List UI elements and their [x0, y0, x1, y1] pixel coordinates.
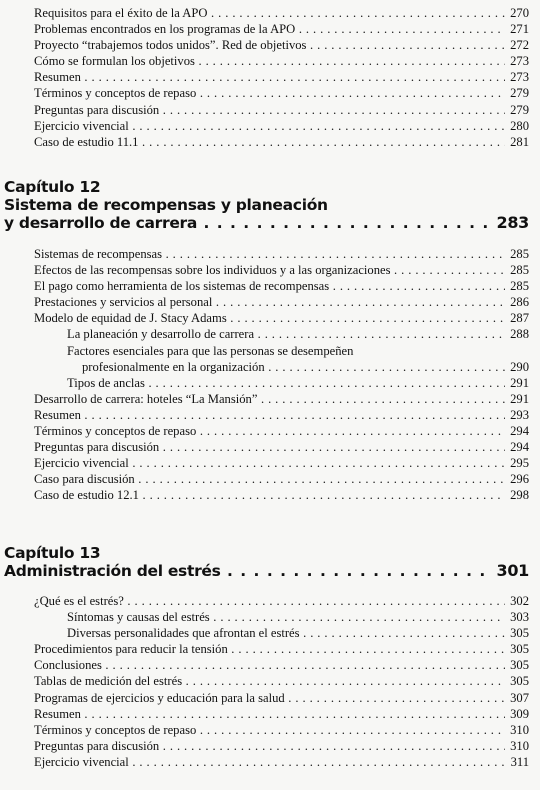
toc-entry-title: Términos y conceptos de repaso . . .	[34, 423, 507, 439]
toc-entry-page: 303	[505, 609, 529, 625]
toc-entry-title: Resumen . . .	[34, 706, 507, 722]
toc-entry-page: 270	[505, 5, 529, 21]
toc-entry-title: Cómo se formulan los objetivos . . .	[34, 53, 507, 69]
toc-entry	[0, 722, 540, 738]
toc-entry-title: Modelo de equidad de J. Stacy Adams . . .	[34, 310, 507, 326]
toc-entry	[0, 118, 540, 134]
toc-entry-title: Síntomas y causas del estrés . . .	[67, 609, 507, 625]
toc-entry-title: Diversas personalidades que afrontan el estrés . . .	[67, 625, 507, 641]
toc-entry-page: 285	[505, 246, 529, 262]
toc-entry	[0, 53, 540, 69]
toc-entry-page: 305	[505, 641, 529, 657]
toc-entry	[0, 657, 540, 673]
toc-entry-page: 271	[505, 21, 529, 37]
toc-entry-title: Conclusiones . . .	[34, 657, 507, 673]
toc-entry-page: 302	[505, 593, 529, 609]
toc-entry-title: Proyecto “trabajemos todos unidos”. Red de objetivos . . .	[34, 37, 507, 53]
toc-entry-page: 273	[505, 69, 529, 85]
toc-subentry	[0, 625, 540, 641]
toc-entry-page: 298	[505, 487, 529, 503]
toc-entry	[0, 439, 540, 455]
toc-entry-page: 285	[505, 278, 529, 294]
toc-entry-title: Sistemas de recompensas . . .	[34, 246, 507, 262]
toc-entry-title: profesionalmente en la organización . . .	[82, 359, 507, 375]
toc-entry-page: 294	[505, 439, 529, 455]
toc-entry-page: 286	[505, 294, 529, 310]
chapter-number: Capítulo 12	[4, 178, 101, 196]
toc-entry-page: 311	[505, 754, 529, 770]
chapter-page: 283	[494, 214, 530, 232]
toc-section-chapter13	[0, 593, 540, 770]
toc-entry-title: Programas de ejercicios y educación para la salud . . .	[34, 690, 507, 706]
toc-entry-page: 287	[505, 310, 529, 326]
toc-entry-title: La planeación y desarrollo de carrera . . .	[67, 326, 507, 342]
toc-section-chapter12	[0, 246, 540, 504]
toc-entry	[0, 738, 540, 754]
toc-entry-title: Prestaciones y servicios al personal . . .	[34, 294, 507, 310]
toc-entry-title: Tipos de anclas . . .	[67, 375, 507, 391]
chapter-title-line: Sistema de recompensas y planeación	[4, 196, 328, 214]
toc-entry	[0, 246, 540, 262]
toc-entry-page: 309	[505, 706, 529, 722]
toc-entry-title: Efectos de las recompensas sobre los individuos y a las organizaciones . . .	[34, 262, 507, 278]
toc-entry	[0, 423, 540, 439]
toc-entry	[0, 673, 540, 689]
toc-entry-page: 291	[505, 391, 529, 407]
toc-entry-page: 310	[505, 738, 529, 754]
toc-entry	[0, 262, 540, 278]
chapter-title-text: Administración del estrés	[4, 562, 221, 580]
toc-entry	[0, 706, 540, 722]
toc-subentry	[0, 343, 540, 359]
chapter-number: Capítulo 13	[4, 544, 101, 562]
toc-subentry-continuation	[0, 359, 540, 375]
toc-entry-title: Resumen . . .	[34, 69, 507, 85]
toc-entry-title: Caso de estudio 12.1 . . .	[34, 487, 507, 503]
toc-entry-page: 293	[505, 407, 529, 423]
toc-entry-page: 310	[505, 722, 529, 738]
toc-entry-title: Problemas encontrados en los programas de la APO . . .	[34, 21, 507, 37]
toc-entry-page: 296	[505, 471, 529, 487]
toc-entry	[0, 455, 540, 471]
toc-entry-page: 305	[505, 673, 529, 689]
toc-entry-title: ¿Qué es el estrés? . . .	[34, 593, 507, 609]
toc-entry-title: Ejercicio vivencial . . .	[34, 754, 507, 770]
toc-entry-title: Caso para discusión . . .	[34, 471, 507, 487]
chapter-title-line	[4, 214, 529, 232]
toc-subentry	[0, 326, 540, 342]
toc-entry	[0, 69, 540, 85]
toc-entry	[0, 754, 540, 770]
toc-entry-page: 291	[505, 375, 529, 391]
toc-entry-page: 273	[505, 53, 529, 69]
chapter-title-text: y desarrollo de carrera	[4, 214, 198, 232]
toc-entry	[0, 5, 540, 21]
toc-entry-page: 295	[505, 455, 529, 471]
toc-entry-page: 281	[505, 134, 529, 150]
chapter-title-line	[4, 562, 529, 580]
toc-entry	[0, 471, 540, 487]
toc-entry	[0, 134, 540, 150]
toc-entry-page: 305	[505, 657, 529, 673]
toc-entry-title: Factores esenciales para que las personas se desempeñen	[67, 343, 354, 358]
toc-entry	[0, 641, 540, 657]
toc-entry-page: 279	[505, 85, 529, 101]
toc-entry-title: El pago como herramienta de los sistemas de recompensas . . .	[34, 278, 507, 294]
toc-entry-title: Desarrollo de carrera: hoteles “La Mansión” . . .	[34, 391, 507, 407]
toc-entry-page: 288	[505, 326, 529, 342]
toc-entry-page: 290	[505, 359, 529, 375]
toc-entry-title: Términos y conceptos de repaso . . .	[34, 85, 507, 101]
toc-entry	[0, 593, 540, 609]
toc-entry-title: Tablas de medición del estrés . . .	[34, 673, 507, 689]
toc-entry-page: 279	[505, 102, 529, 118]
toc-entry-page: 280	[505, 118, 529, 134]
toc-entry-page: 272	[505, 37, 529, 53]
toc-entry	[0, 391, 540, 407]
toc-entry-title: Procedimientos para reducir la tensión . . .	[34, 641, 507, 657]
toc-entry	[0, 102, 540, 118]
toc-entry	[0, 690, 540, 706]
toc-entry	[0, 37, 540, 53]
toc-entry-page: 305	[505, 625, 529, 641]
toc-entry-title: Requisitos para el éxito de la APO . . .	[34, 5, 507, 21]
toc-entry	[0, 407, 540, 423]
toc-subentry	[0, 609, 540, 625]
toc-entry-page: 285	[505, 262, 529, 278]
toc-entry-title: Preguntas para discusión . . .	[34, 439, 507, 455]
toc-subentry	[0, 375, 540, 391]
toc-entry	[0, 85, 540, 101]
chapter-page: 301	[494, 562, 530, 580]
toc-entry-title: Preguntas para discusión . . .	[34, 102, 507, 118]
toc-entry-title: Preguntas para discusión . . .	[34, 738, 507, 754]
toc-entry-title: Ejercicio vivencial . . .	[34, 455, 507, 471]
toc-entry-page: 294	[505, 423, 529, 439]
toc-section-chapter11-tail	[0, 5, 540, 150]
toc-entry	[0, 294, 540, 310]
toc-entry-page: 307	[505, 690, 529, 706]
toc-entry	[0, 310, 540, 326]
chapter-13-heading	[4, 544, 529, 580]
toc-entry-title: Términos y conceptos de repaso . . .	[34, 722, 507, 738]
chapter-12-heading	[4, 178, 529, 232]
toc-entry-title: Caso de estudio 11.1 . . .	[34, 134, 507, 150]
toc-entry	[0, 487, 540, 503]
toc-entry-title: Ejercicio vivencial . . .	[34, 118, 507, 134]
toc-entry-title: Resumen . . .	[34, 407, 507, 423]
toc-entry	[0, 21, 540, 37]
toc-entry	[0, 278, 540, 294]
